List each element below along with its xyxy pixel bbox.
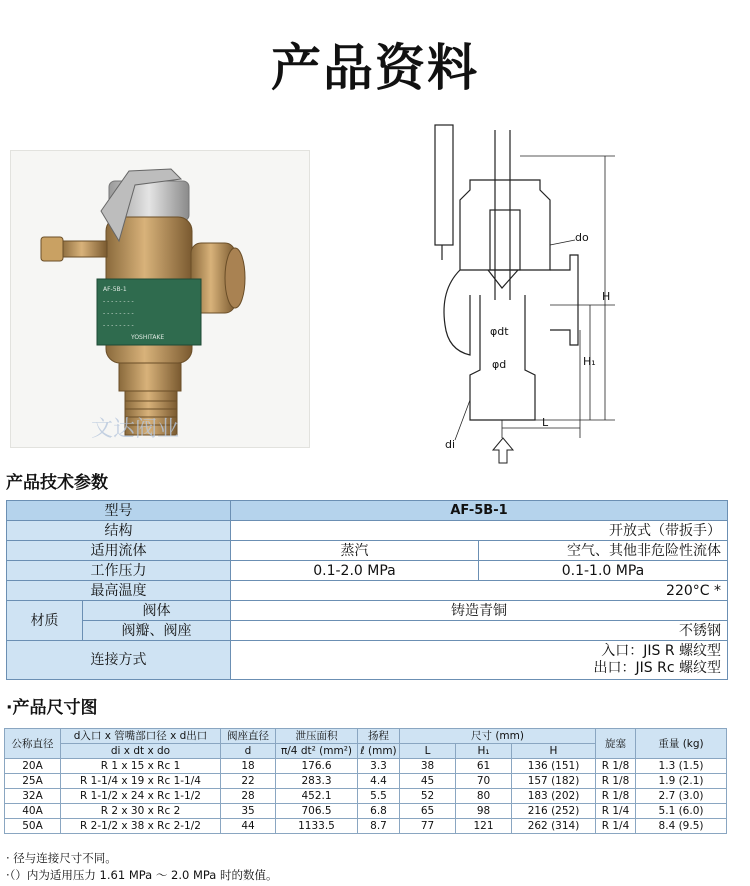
- conn-in: 入口：JIS R 螺纹型: [601, 643, 721, 659]
- cell-seat: 22: [221, 774, 276, 789]
- label-d: φd: [492, 358, 507, 371]
- cell-size: 20A: [5, 759, 61, 774]
- h-H1: H₁: [456, 744, 512, 759]
- h-dims: 尺寸 (mm): [400, 729, 596, 744]
- h-size: 公称直径: [5, 729, 61, 759]
- conn-value: [231, 641, 728, 680]
- cell-plug: R 1/4: [596, 819, 636, 834]
- cell-plug: R 1/8: [596, 789, 636, 804]
- cell-weight: 1.9 (2.1): [636, 774, 727, 789]
- spec-row-disc: [7, 621, 728, 641]
- cell-H: 157 (182): [512, 774, 596, 789]
- disc-label: 阀瓣、阀座: [83, 621, 231, 641]
- model-value: AF-5B-1: [231, 501, 728, 521]
- cell-seat: 44: [221, 819, 276, 834]
- material-label: 材质: [7, 601, 83, 641]
- spec-row-model: [7, 501, 728, 521]
- cell-H1: 70: [456, 774, 512, 789]
- conn-out: 出口：JIS Rc 螺纹型: [593, 660, 721, 676]
- cell-weight: 8.4 (9.5): [636, 819, 727, 834]
- cell-lift: 5.5: [358, 789, 400, 804]
- spec-row-pressure: [7, 561, 728, 581]
- fluid-other: 空气、其他非危险性流体: [479, 541, 728, 561]
- cell-H: 216 (252): [512, 804, 596, 819]
- cell-H1: 121: [456, 819, 512, 834]
- cell-weight: 5.1 (6.0): [636, 804, 727, 819]
- product-photo: [10, 150, 310, 448]
- valve-cross-section-drawing: [400, 120, 630, 465]
- cell-weight: 1.3 (1.5): [636, 759, 727, 774]
- body-label: 阀体: [83, 601, 231, 621]
- cell-lift: 4.4: [358, 774, 400, 789]
- cell-lift: 3.3: [358, 759, 400, 774]
- cell-plug: R 1/8: [596, 759, 636, 774]
- cell-H: 262 (314): [512, 819, 596, 834]
- cell-seat: 18: [221, 759, 276, 774]
- h-area2: π/4 dt² (mm²): [276, 744, 358, 759]
- cell-L: 52: [400, 789, 456, 804]
- pressure-other: 0.1-1.0 MPa: [479, 561, 728, 581]
- dimension-table: [4, 728, 727, 834]
- label-H: H: [602, 290, 611, 303]
- cell-H1: 98: [456, 804, 512, 819]
- note-1: · 径与连接尺寸不同。: [6, 851, 117, 865]
- cell-seat: 28: [221, 789, 276, 804]
- cell-H1: 61: [456, 759, 512, 774]
- spec-row-fluid: [7, 541, 728, 561]
- disc-value: 不锈钢: [231, 621, 728, 641]
- cell-connection: R 1 x 15 x Rc 1: [61, 759, 221, 774]
- fluid-steam: 蒸汽: [231, 541, 479, 561]
- h-lift2: ℓ (mm): [358, 744, 400, 759]
- cell-plug: R 1/8: [596, 774, 636, 789]
- structure-value: 开放式（带扳手）: [231, 521, 728, 541]
- svg-text:- - - - - - - -: - - - - - - - -: [103, 322, 134, 329]
- label-H1: H₁: [583, 355, 596, 368]
- watermark-text: 文达阀业: [91, 417, 180, 442]
- table-row: [5, 789, 727, 804]
- dim-header-row-1: [5, 729, 727, 744]
- footnotes: [6, 850, 278, 884]
- cell-area: 176.6: [276, 759, 358, 774]
- spec-section-title: 产品技术参数: [6, 473, 108, 493]
- h-H: H: [512, 744, 596, 759]
- cell-lift: 8.7: [358, 819, 400, 834]
- h-conn1: d入口 x 管嘴部口径 x d出口: [61, 729, 221, 744]
- h-seat2: d: [221, 744, 276, 759]
- cell-H1: 80: [456, 789, 512, 804]
- svg-text:YOSHITAKE: YOSHITAKE: [131, 334, 165, 341]
- cell-size: 40A: [5, 804, 61, 819]
- valve-photo-image: [11, 151, 310, 448]
- drawing-image: [400, 120, 630, 465]
- pressure-label: 工作压力: [7, 561, 231, 581]
- table-row: [5, 774, 727, 789]
- h-lift1: 扬程: [358, 729, 400, 744]
- cell-connection: R 2-1/2 x 38 x Rc 2-1/2: [61, 819, 221, 834]
- note-2: ·（）内为适用压力 1.61 MPa ～ 2.0 MPa 时的数值。: [6, 868, 278, 882]
- cell-size: 32A: [5, 789, 61, 804]
- table-row: [5, 759, 727, 774]
- cell-area: 452.1: [276, 789, 358, 804]
- temp-value: 220°C *: [231, 581, 728, 601]
- structure-label: 结构: [7, 521, 231, 541]
- cell-connection: R 1-1/4 x 19 x Rc 1-1/4: [61, 774, 221, 789]
- svg-text:AF-5B-1: AF-5B-1: [103, 286, 127, 293]
- spec-row-temp: [7, 581, 728, 601]
- cell-area: 706.5: [276, 804, 358, 819]
- fluid-label: 适用流体: [7, 541, 231, 561]
- label-dt: φdt: [490, 325, 509, 338]
- cell-size: 50A: [5, 819, 61, 834]
- cell-connection: R 1-1/2 x 24 x Rc 1-1/2: [61, 789, 221, 804]
- spec-row-connection: [7, 641, 728, 680]
- cell-L: 38: [400, 759, 456, 774]
- cell-area: 283.3: [276, 774, 358, 789]
- h-area1: 泄压面积: [276, 729, 358, 744]
- pressure-steam: 0.1-2.0 MPa: [231, 561, 479, 581]
- label-L: L: [542, 416, 549, 429]
- dim-section-title: ·产品尺寸图: [6, 698, 98, 718]
- spec-row-body: [7, 601, 728, 621]
- h-L: L: [400, 744, 456, 759]
- cell-plug: R 1/4: [596, 804, 636, 819]
- body-value: 铸造青铜: [231, 601, 728, 621]
- conn-label: 连接方式: [7, 641, 231, 680]
- cell-area: 1133.5: [276, 819, 358, 834]
- spec-row-structure: [7, 521, 728, 541]
- svg-text:- - - - - - - -: - - - - - - - -: [103, 310, 134, 317]
- cell-H: 136 (151): [512, 759, 596, 774]
- cell-L: 45: [400, 774, 456, 789]
- cell-connection: R 2 x 30 x Rc 2: [61, 804, 221, 819]
- label-di: di: [445, 438, 456, 451]
- spec-table: [6, 500, 728, 680]
- h-weight: 重量 (kg): [636, 729, 727, 759]
- cell-H: 183 (202): [512, 789, 596, 804]
- table-row: [5, 804, 727, 819]
- label-do: do: [575, 231, 589, 244]
- cell-L: 65: [400, 804, 456, 819]
- temp-label: 最高温度: [7, 581, 231, 601]
- h-conn2: di x dt x do: [61, 744, 221, 759]
- cell-seat: 35: [221, 804, 276, 819]
- cell-lift: 6.8: [358, 804, 400, 819]
- table-row: [5, 819, 727, 834]
- cell-L: 77: [400, 819, 456, 834]
- svg-text:- - - - - - - -: - - - - - - - -: [103, 298, 134, 305]
- cell-size: 25A: [5, 774, 61, 789]
- h-plug: 旋塞: [596, 729, 636, 759]
- h-seat1: 阀座直径: [221, 729, 276, 744]
- cell-weight: 2.7 (3.0): [636, 789, 727, 804]
- model-label: 型号: [7, 501, 231, 521]
- page-title: 产品资料: [271, 39, 479, 97]
